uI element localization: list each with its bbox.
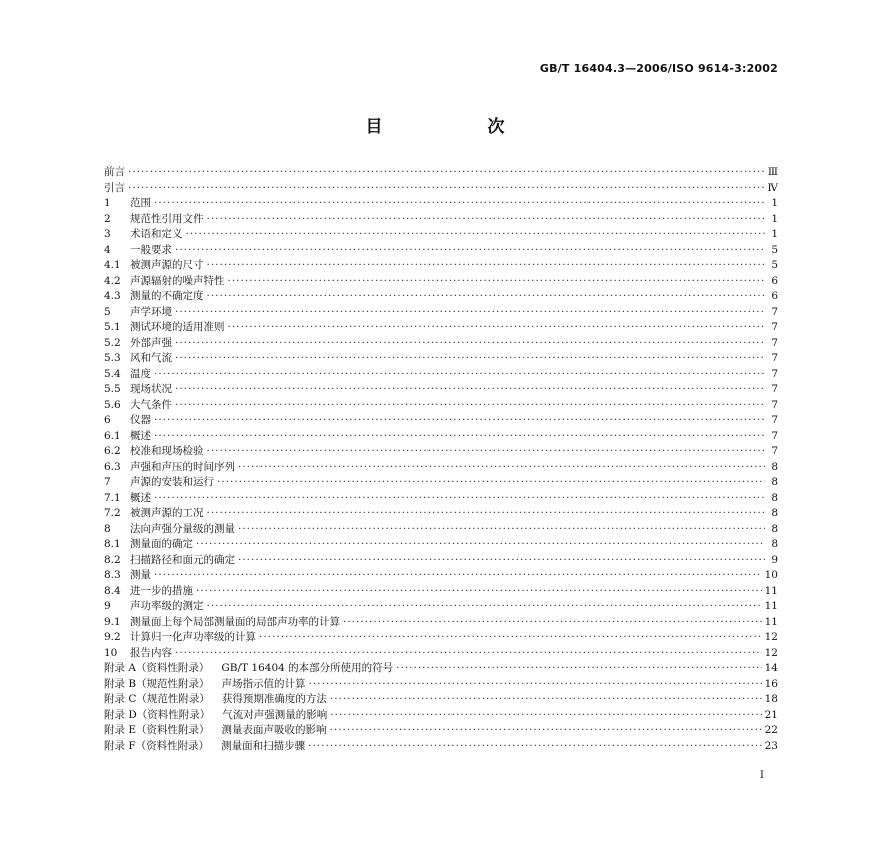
toc-entry[interactable] (104, 366, 778, 382)
toc-entry-label: 规范性引用文件 (130, 212, 204, 225)
toc-entry-label: 声源辐射的噪声特性 (130, 274, 225, 287)
toc-entry[interactable] (104, 691, 778, 707)
toc-entry-page: 7 (771, 352, 778, 364)
dot-leader (207, 445, 766, 457)
toc-entry-number: 7.2 (104, 507, 121, 519)
toc-entry[interactable] (104, 490, 778, 506)
toc-entry[interactable] (104, 722, 778, 738)
dot-leader (238, 523, 765, 535)
dot-leader (228, 275, 766, 287)
dot-leader (228, 321, 766, 333)
dot-leader (175, 337, 765, 349)
toc-entry-page: 7 (771, 414, 778, 426)
toc-entry-number: 9 (104, 600, 111, 612)
dot-leader (207, 290, 766, 302)
toc-entry-number: 9.1 (104, 615, 121, 628)
toc-entry-label: 气流对声强测量的影响 (222, 708, 328, 721)
dot-leader (259, 631, 762, 643)
toc-entry-page: 7 (771, 321, 778, 333)
toc-entry-number: 8.3 (104, 569, 121, 581)
toc-entry[interactable] (104, 211, 778, 227)
toc-entry[interactable] (104, 164, 778, 180)
toc-entry-number: 附录 E（资料性附录） (104, 724, 210, 736)
toc-entry-label: 仪器 (130, 414, 151, 426)
dot-leader (330, 693, 762, 705)
toc-entry-number: 附录 B（规范性附录） (104, 677, 210, 690)
toc-entry-label: 概述 (130, 429, 151, 442)
toc-entry-page: 8 (771, 522, 778, 535)
toc-entry-label: 声强和声压的时间序列 (130, 460, 235, 473)
toc-entry-number: 6 (104, 414, 111, 426)
toc-entry-page: Ⅲ (767, 166, 778, 178)
toc-entry[interactable] (104, 552, 778, 568)
dot-leader (175, 383, 765, 395)
toc-entry-label: GB/T 16404 的本部分所使用的符号 (221, 662, 394, 674)
toc-entry-label: 法向声强分量级的测量 (130, 522, 235, 535)
dot-leader (175, 244, 765, 256)
toc-entry[interactable] (104, 350, 778, 366)
toc-entry[interactable] (104, 397, 778, 413)
toc-entry-label: 报告内容 (130, 646, 172, 659)
toc-entry-number: 5.5 (104, 383, 121, 395)
dot-leader (196, 538, 765, 550)
dot-leader (128, 166, 765, 178)
toc-entry-page: 7 (771, 445, 778, 457)
dot-leader (207, 507, 766, 519)
dot-leader (308, 740, 762, 752)
toc-entry-number: 附录 F（资料性附录） (104, 739, 210, 752)
toc-entry[interactable] (104, 273, 778, 289)
toc-entry-page: 7 (771, 398, 778, 411)
toc-entry-label: 声源的安装和运行 (130, 476, 214, 488)
dot-leader (330, 724, 762, 736)
toc-entry-label: 测量 (130, 569, 151, 581)
dot-leader (207, 600, 762, 612)
toc-entry-number: 6.1 (104, 429, 121, 442)
toc-entry-page: 9 (771, 553, 778, 566)
toc-entry[interactable] (104, 335, 778, 351)
toc-entry[interactable] (104, 242, 778, 258)
toc-entry[interactable] (104, 567, 778, 583)
toc-entry-label: 前言 (104, 166, 125, 178)
toc-entry-page: 7 (771, 367, 778, 380)
dot-leader (175, 306, 765, 318)
toc-entry-label: 一般要求 (130, 243, 172, 256)
toc-entry-label: 声场指示值的计算 (221, 677, 306, 690)
toc-entry-number: 5.3 (104, 352, 121, 364)
toc-entry[interactable] (104, 226, 778, 242)
toc-entry-label: 测量的不确定度 (130, 290, 204, 302)
toc-entry-page: 1 (771, 197, 778, 209)
toc-entry-number: 7.1 (104, 491, 121, 504)
toc-entry-label: 测量面上每个局部测量面的局部声功率的计算 (130, 615, 340, 628)
toc-entry-page: 12 (764, 646, 778, 659)
dot-leader (186, 228, 766, 240)
toc-entry-number: 6.2 (104, 445, 121, 457)
toc-entry-label: 声功率级的测定 (130, 600, 204, 612)
toc-entry[interactable] (104, 521, 778, 537)
standard-code: GB/T 16404.3—2006/ISO 9614-3:2002 (539, 62, 778, 75)
dot-leader (207, 259, 766, 271)
toc-entry[interactable] (104, 474, 778, 490)
toc-entry-page: 18 (764, 693, 778, 705)
toc-entry-label: 被测声源的尺寸 (130, 259, 204, 271)
toc-entry-page: 22 (764, 724, 778, 736)
toc-entry-page: 7 (771, 429, 778, 442)
toc-entry-label: 校准和现场检验 (130, 445, 204, 457)
toc-entry-number: 3 (104, 228, 111, 240)
toc-entry-page: 21 (764, 708, 778, 721)
toc-entry-number: 9.2 (104, 631, 121, 643)
dot-leader (175, 647, 762, 659)
toc-entry-page: 16 (764, 677, 778, 690)
toc-entry-number: 5 (104, 305, 111, 318)
dot-leader (175, 399, 765, 411)
toc-entry-page: 1 (771, 228, 778, 240)
page-title: 目 次 (365, 117, 549, 137)
toc-entry-label: 现场状况 (130, 383, 172, 395)
toc-entry-page: 7 (771, 336, 778, 349)
toc-entry[interactable] (104, 428, 778, 444)
toc-entry-number: 附录 C（规范性附录） (104, 693, 210, 705)
dot-leader (154, 492, 765, 504)
toc-entry[interactable] (104, 598, 778, 614)
toc-entry-page: 14 (764, 662, 778, 674)
toc-entry[interactable] (104, 257, 778, 273)
toc-entry-number: 5.2 (104, 336, 121, 349)
toc-entry-number: 8 (104, 522, 111, 535)
toc-entry-number: 4 (104, 243, 111, 256)
toc-entry[interactable] (104, 319, 778, 335)
toc-entry-page: Ⅳ (767, 181, 778, 194)
toc-entry[interactable] (104, 536, 778, 552)
toc-entry-page: 23 (764, 739, 778, 752)
toc-entry-page: 11 (764, 600, 778, 612)
toc-entry-page: 5 (771, 243, 778, 256)
toc-entry[interactable] (104, 676, 778, 692)
toc-entry-number: 6.3 (104, 460, 121, 473)
toc-entry-label: 进一步的措施 (130, 584, 193, 597)
toc-entry-label: 声学环境 (130, 305, 172, 318)
toc-entry[interactable] (104, 180, 778, 196)
toc-entry-label: 计算归一化声功率级的计算 (130, 631, 256, 643)
toc-entry-label: 引言 (104, 181, 125, 194)
toc-entry-label: 外部声强 (130, 336, 172, 349)
dot-leader (217, 476, 765, 488)
toc-entry-number: 10 (104, 646, 118, 659)
toc-entry-page: 1 (771, 212, 778, 225)
toc-entry[interactable] (104, 443, 778, 459)
toc-entry-page: 7 (771, 305, 778, 318)
toc-entry-number: 5.4 (104, 367, 121, 380)
toc-entry-number: 7 (104, 476, 111, 488)
toc-entry-number: 4.3 (104, 290, 121, 302)
toc-entry-label: 被测声源的工况 (130, 507, 204, 519)
table-of-contents (104, 164, 778, 753)
toc-entry-label: 扫描路径和面元的确定 (130, 553, 235, 566)
toc-entry-label: 测量表面声吸收的影响 (221, 724, 327, 736)
toc-entry[interactable] (104, 459, 778, 475)
toc-entry-number: 4.1 (104, 259, 121, 271)
toc-entry[interactable] (104, 707, 778, 723)
toc-entry-page: 8 (771, 491, 778, 504)
toc-entry[interactable] (104, 288, 778, 304)
toc-entry-page: 8 (771, 507, 778, 519)
toc-entry-page: 7 (771, 383, 778, 395)
dot-leader (330, 709, 761, 721)
toc-entry-label: 范围 (130, 197, 151, 209)
toc-entry-number: 附录 D（资料性附录） (104, 708, 211, 721)
toc-entry-page: 6 (771, 274, 778, 287)
toc-entry-number: 5.6 (104, 398, 121, 411)
dot-leader (128, 182, 765, 194)
dot-leader (154, 430, 765, 442)
toc-entry-page: 10 (764, 569, 778, 581)
toc-entry-page: 8 (771, 538, 778, 550)
dot-leader (154, 414, 765, 426)
toc-entry[interactable] (104, 583, 778, 599)
toc-entry-label: 温度 (130, 367, 151, 380)
toc-entry-label: 术语和定义 (130, 228, 183, 240)
toc-entry[interactable] (104, 614, 778, 630)
toc-entry[interactable] (104, 412, 778, 428)
toc-entry-page: 8 (771, 476, 778, 488)
toc-entry-page: 12 (764, 631, 778, 643)
toc-entry-number: 4.2 (104, 274, 121, 287)
dot-leader (154, 197, 765, 209)
toc-entry-page: 6 (771, 290, 778, 302)
toc-entry-page: 11 (764, 615, 778, 628)
dot-leader (175, 352, 765, 364)
dot-leader (196, 585, 762, 597)
toc-entry-number: 8.2 (104, 553, 121, 566)
toc-entry[interactable] (104, 195, 778, 211)
dot-leader (154, 368, 765, 380)
dot-leader (154, 569, 762, 581)
toc-entry-number: 附录 A（资料性附录） (104, 662, 210, 674)
toc-entry-number: 8.4 (104, 584, 121, 597)
toc-entry-label: 概述 (130, 491, 151, 504)
toc-entry-number: 8.1 (104, 538, 121, 550)
dot-leader (343, 616, 762, 628)
toc-entry-label: 测量面的确定 (130, 538, 193, 550)
toc-entry-number: 1 (104, 197, 111, 209)
dot-leader (238, 461, 765, 473)
toc-entry[interactable] (104, 381, 778, 397)
page-number: I (760, 770, 764, 781)
dot-leader (396, 662, 761, 674)
toc-entry-label: 获得预期准确度的方法 (221, 693, 327, 705)
dot-leader (309, 678, 762, 690)
toc-entry[interactable] (104, 660, 778, 676)
dot-leader (238, 554, 765, 566)
toc-entry-page: 11 (764, 584, 778, 597)
toc-entry-number: 2 (104, 212, 111, 225)
toc-entry[interactable] (104, 738, 778, 754)
toc-entry[interactable] (104, 629, 778, 645)
toc-entry-label: 大气条件 (130, 398, 172, 411)
toc-entry[interactable] (104, 505, 778, 521)
toc-entry[interactable] (104, 304, 778, 320)
toc-entry-label: 风和气流 (130, 352, 172, 364)
dot-leader (207, 213, 766, 225)
toc-entry-label: 测试环境的适用准则 (130, 321, 225, 333)
toc-entry-page: 5 (771, 259, 778, 271)
toc-entry[interactable] (104, 645, 778, 661)
toc-entry-label: 测量面和扫描步骤 (221, 739, 306, 752)
toc-entry-page: 8 (771, 460, 778, 473)
toc-entry-number: 5.1 (104, 321, 121, 333)
